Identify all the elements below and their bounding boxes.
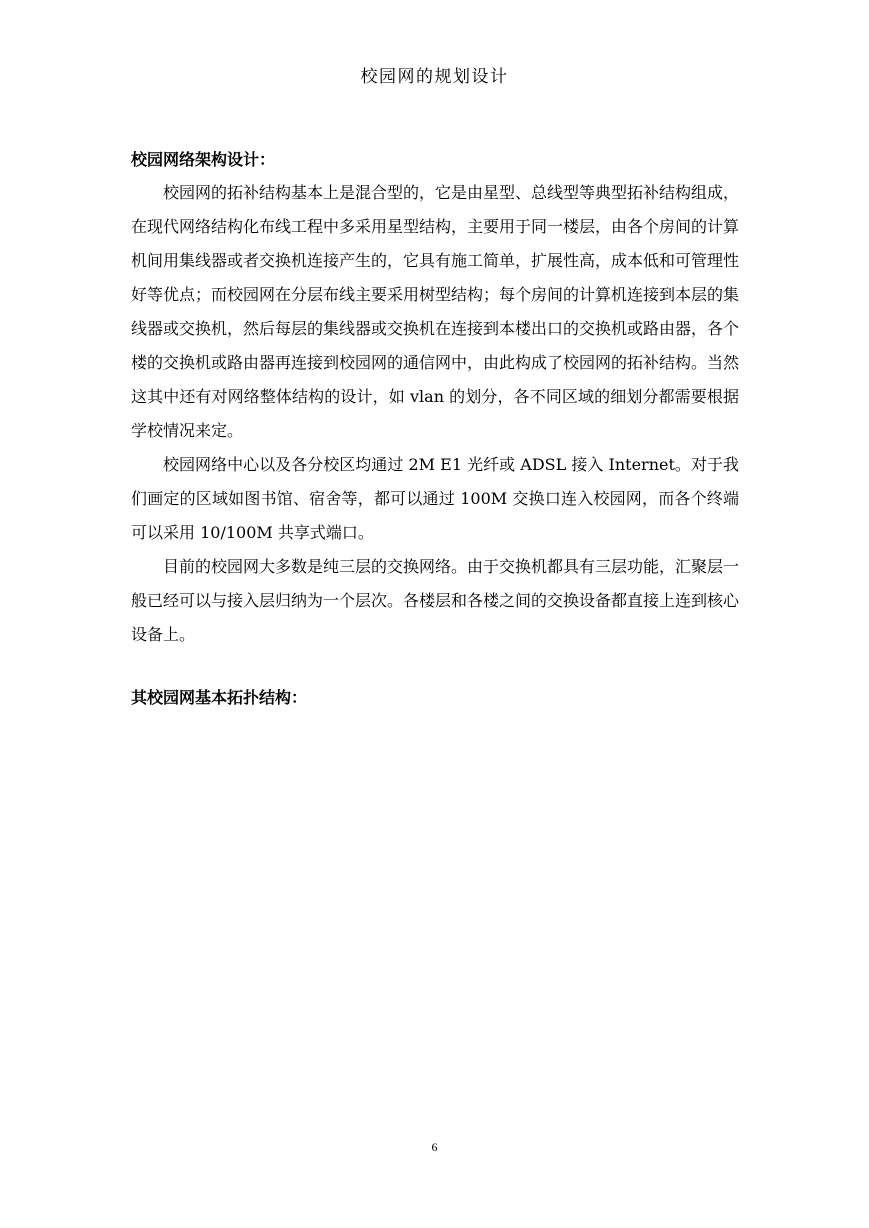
- section-heading-basic-topology: 其校园网基本拓扑结构：: [131, 688, 308, 707]
- page-number: 6: [431, 1140, 438, 1154]
- page-content: [131, 144, 739, 714]
- section-spacer: [131, 652, 739, 682]
- paragraph-three-layer-switching: 目前的校园网大多数是纯三层的交换网络。由于交换机都具有三层功能，汇聚层一般已经可以与接入层归纳为一个层次。各楼层和各楼之间的交换设备都直接上连到核心设备上。: [131, 557, 740, 644]
- section-heading-network-architecture: 校园网络架构设计：: [131, 150, 276, 169]
- paragraph-internet-access: 校园网络中心以及各分校区均通过 2M E1 光纤或 ADSL 接入 Internet。对于我们画定的区域如图书馆、宿舍等，都可以通过 100M 交换口连入校园网，而各个终端可以采用 10/100M 共享式端口。: [131, 455, 739, 542]
- paragraph-topology: 校园网的拓补结构基本上是混合型的，它是由星型、总线型等典型拓补结构组成，在现代网络结构化布线工程中多采用星型结构，主要用于同一楼层，由各个房间的计算机间用集线器或者交换机连接产生的，它具有施工简单，扩展性高，成本低和可管理性好等优点；而校园网在分层布线主要采用树型结构；每个房间的计算机连接到本层的集线器或交换机，然后每层的集线器或交换机在连接到本楼出口的交换机或路由器，各个楼的交换机或路由器再连接到校园网的通信网中，由此构成了校园网的拓补结构。当然这其中还有对网络整体结构的设计，如 vlan 的划分，各不同区域的细划分都需要根据学校情况来定。: [131, 183, 740, 440]
- page-header-title: 校园网的规划设计: [360, 67, 509, 87]
